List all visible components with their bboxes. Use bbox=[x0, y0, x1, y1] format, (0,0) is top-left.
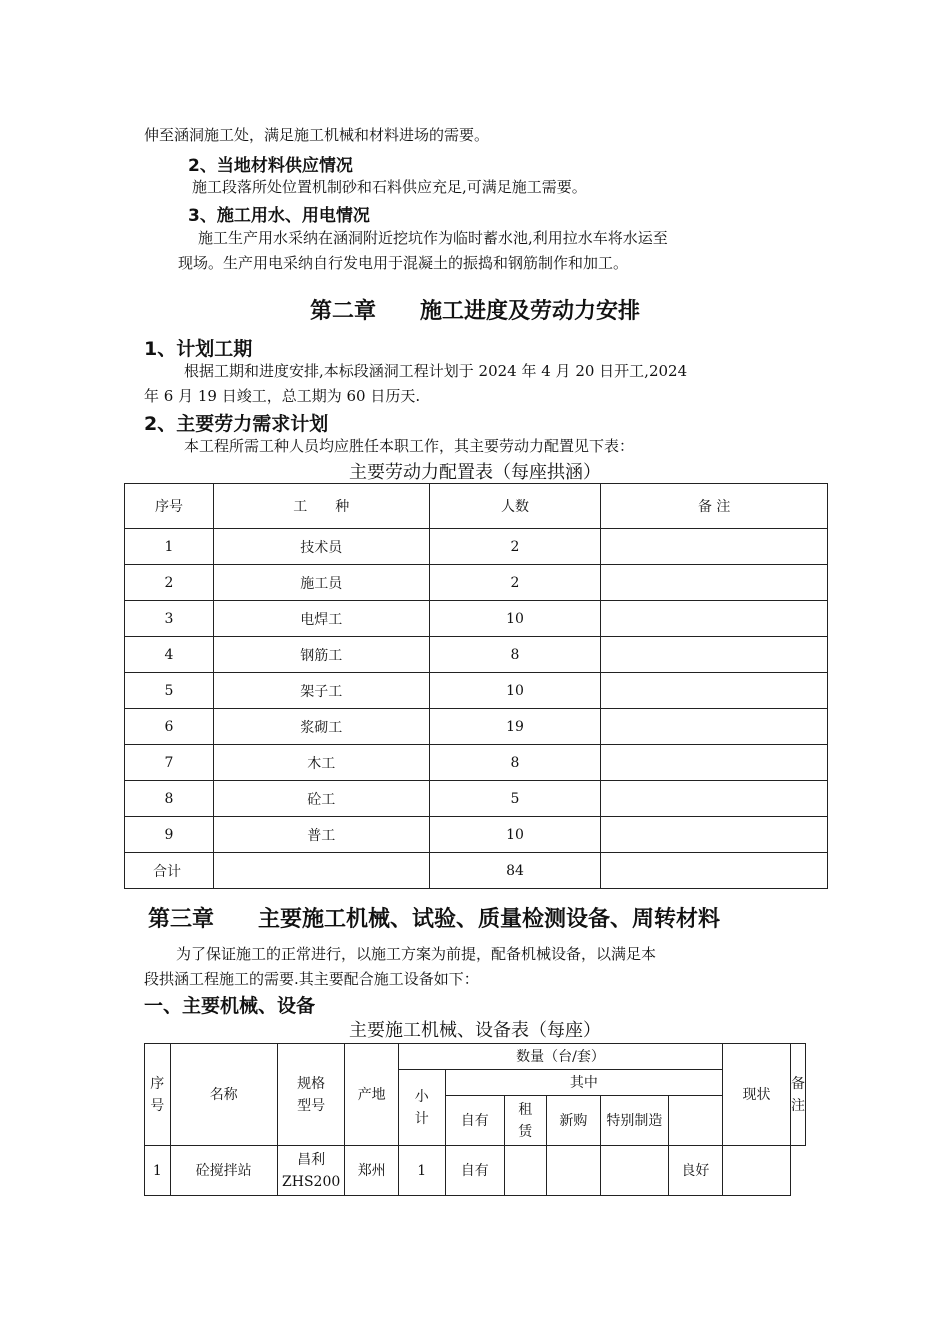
table-row bbox=[125, 601, 828, 637]
paragraph-water-power-line1: 施工生产用水采纳在涵洞附近挖坑作为临时蓄水池,利用拉水车将水运至 bbox=[198, 229, 668, 247]
remark-cell bbox=[601, 601, 828, 637]
header-cell: 其中 bbox=[445, 1070, 722, 1096]
equip-header-row-1 bbox=[145, 1044, 806, 1070]
paragraph-equipment-line1: 为了保证施工的正常进行，以施工方案为前提，配备机械设备，以满足本 bbox=[176, 945, 657, 963]
row-number: 4 bbox=[125, 637, 214, 673]
paragraph-water-power-line2: 现场。生产用电采纳自行发电用于混凝土的振捣和钢筋制作和加工。 bbox=[178, 254, 629, 272]
table-row bbox=[125, 781, 828, 817]
equipment-table bbox=[144, 1043, 806, 1196]
spec-line: 昌利 bbox=[297, 1151, 326, 1168]
header-cell: 现状 bbox=[723, 1044, 791, 1146]
section-title-main-equipment: 一、主要机械、设备 bbox=[144, 995, 316, 1017]
row-number: 5 bbox=[125, 673, 214, 709]
header-cell: 小计 bbox=[398, 1070, 445, 1146]
remark-cell bbox=[601, 637, 828, 673]
spec-line: ZHS200 bbox=[282, 1173, 341, 1190]
worker-count: 2 bbox=[429, 529, 601, 565]
remark-cell bbox=[601, 853, 828, 889]
section-title-schedule: 1、计划工期 bbox=[144, 338, 253, 360]
equipment-remark bbox=[723, 1146, 791, 1196]
table-row bbox=[125, 709, 828, 745]
remark-cell bbox=[601, 709, 828, 745]
remark-cell bbox=[601, 565, 828, 601]
section-title-water-power: 3、施工用水、用电情况 bbox=[188, 206, 370, 226]
remark-cell bbox=[601, 529, 828, 565]
total-type-cell bbox=[213, 853, 429, 889]
section-title-material-supply: 2、当地材料供应情况 bbox=[188, 156, 353, 176]
worker-count: 10 bbox=[429, 601, 601, 637]
header-cell: 新购 bbox=[546, 1096, 600, 1146]
worker-type: 电焊工 bbox=[213, 601, 429, 637]
equipment-table-caption: 主要施工机械、设备表（每座） bbox=[349, 1020, 601, 1041]
remark-cell bbox=[601, 817, 828, 853]
row-number: 1 bbox=[125, 529, 214, 565]
header-cell: 备注 bbox=[791, 1044, 806, 1146]
row-number: 9 bbox=[125, 817, 214, 853]
remark-cell bbox=[601, 673, 828, 709]
worker-type: 钢筋工 bbox=[213, 637, 429, 673]
equipment-name: 砼搅拌站 bbox=[170, 1146, 277, 1196]
paragraph-schedule-line2: 年 6 月 19 日竣工，总工期为 60 日历天. bbox=[144, 387, 421, 405]
labor-table bbox=[124, 483, 828, 889]
paragraph-schedule-line1: 根据工期和进度安排,本标段涵洞工程计划于 2024 年 4 月 20 日开工,2024 bbox=[184, 362, 688, 380]
chapter2-title: 第二章 施工进度及劳动力安排 bbox=[309, 299, 640, 324]
total-count: 84 bbox=[429, 853, 601, 889]
header-cell: 数量（台/套） bbox=[398, 1044, 722, 1070]
header-cell: 工 种 bbox=[213, 484, 429, 529]
paragraph-equipment-line2: 段拱涵工程施工的需要.其主要配合施工设备如下： bbox=[144, 970, 479, 988]
remark-cell bbox=[601, 781, 828, 817]
worker-type: 木工 bbox=[213, 745, 429, 781]
row-number: 3 bbox=[125, 601, 214, 637]
table-row bbox=[125, 529, 828, 565]
worker-count: 10 bbox=[429, 817, 601, 853]
paragraph-labor-plan: 本工程所需工种人员均应胜任本职工作，其主要劳动力配置见下表： bbox=[184, 437, 635, 455]
table-row bbox=[125, 817, 828, 853]
header-cell: 产地 bbox=[345, 1044, 398, 1146]
row-number: 7 bbox=[125, 745, 214, 781]
paragraph-material-supply: 施工段落所处位置机制砂和石料供应充足,可满足施工需要。 bbox=[192, 178, 587, 196]
equipment-special bbox=[601, 1146, 669, 1196]
worker-type: 技术员 bbox=[213, 529, 429, 565]
table-row bbox=[125, 745, 828, 781]
row-number: 2 bbox=[125, 565, 214, 601]
worker-count: 2 bbox=[429, 565, 601, 601]
total-label: 合计 bbox=[125, 853, 214, 889]
worker-type: 浆砌工 bbox=[213, 709, 429, 745]
section-title-labor-plan: 2、主要劳力需求计划 bbox=[144, 413, 329, 435]
worker-type: 普工 bbox=[213, 817, 429, 853]
equipment-status: 良好 bbox=[668, 1146, 722, 1196]
labor-table-caption: 主要劳动力配置表（每座拱涵） bbox=[349, 462, 601, 483]
equipment-spec bbox=[277, 1146, 345, 1196]
table-row bbox=[125, 565, 828, 601]
equipment-own: 自有 bbox=[445, 1146, 504, 1196]
header-cell: 序号 bbox=[145, 1044, 171, 1146]
table-header-row bbox=[125, 484, 828, 529]
equipment-rent bbox=[504, 1146, 546, 1196]
table-total-row bbox=[125, 853, 828, 889]
header-cell: 规格型号 bbox=[277, 1044, 345, 1146]
worker-type: 砼工 bbox=[213, 781, 429, 817]
header-cell: 备 注 bbox=[601, 484, 828, 529]
remark-cell bbox=[601, 745, 828, 781]
header-cell: 自有 bbox=[445, 1096, 504, 1146]
equipment-origin: 郑州 bbox=[345, 1146, 398, 1196]
worker-count: 5 bbox=[429, 781, 601, 817]
worker-count: 19 bbox=[429, 709, 601, 745]
row-number: 8 bbox=[125, 781, 214, 817]
row-number: 6 bbox=[125, 709, 214, 745]
equipment-subtotal: 1 bbox=[398, 1146, 445, 1196]
header-cell: 租赁 bbox=[504, 1096, 546, 1146]
row-number: 1 bbox=[145, 1146, 171, 1196]
header-cell: 特别制造 bbox=[601, 1096, 669, 1146]
worker-count: 10 bbox=[429, 673, 601, 709]
table-row bbox=[125, 637, 828, 673]
header-cell: 人数 bbox=[429, 484, 601, 529]
header-cell: 序号 bbox=[125, 484, 214, 529]
worker-count: 8 bbox=[429, 745, 601, 781]
chapter3-title: 第三章 主要施工机械、试验、质量检测设备、周转材料 bbox=[148, 907, 721, 932]
worker-count: 8 bbox=[429, 637, 601, 673]
equipment-new bbox=[546, 1146, 600, 1196]
header-cell: 名称 bbox=[170, 1044, 277, 1146]
table-row bbox=[145, 1146, 806, 1196]
table-row bbox=[125, 673, 828, 709]
paragraph-line: 伸至涵洞施工处，满足施工机械和材料进场的需要。 bbox=[144, 126, 490, 144]
worker-type: 施工员 bbox=[213, 565, 429, 601]
worker-type: 架子工 bbox=[213, 673, 429, 709]
